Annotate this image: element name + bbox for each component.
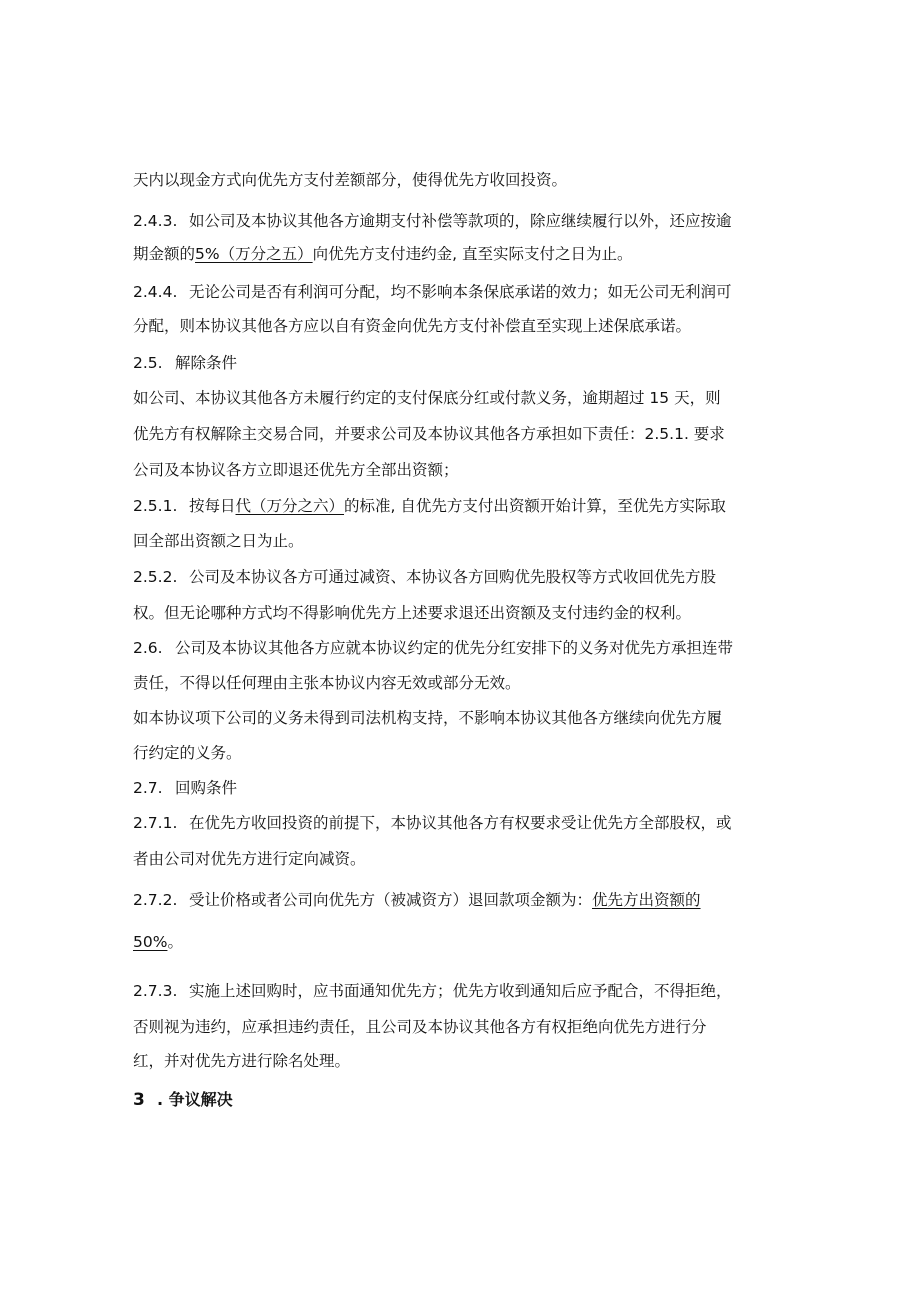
text-line: 优先方有权解除主交易合同，并要求公司及本协议其他各方承担如下责任：2.5.1. 要求	[133, 425, 725, 443]
clause-2-5-1: 2.5.1. 按每日代（万分之六）的标准, 自优先方支付出资额开始计算，至优先方实际取	[133, 497, 726, 515]
text-line: 如本协议项下公司的义务未得到司法机构支持，不影响本协议其他各方继续向优先方履	[133, 709, 723, 727]
clause-number: 2.7.3.	[133, 982, 178, 1000]
text-line: 50%。	[133, 933, 183, 951]
section-heading-3	[133, 1090, 233, 1110]
text-line: 权。但无论哪种方式均不得影响优先方上述要求退还出资额及支付违约金的权利。	[133, 604, 692, 622]
clause-number: 2.5.1.	[133, 497, 178, 515]
section-heading-2-5: 2.5. 解除条件	[133, 354, 238, 372]
section-number: 3	[133, 1090, 145, 1110]
clause-number: 2.7.	[133, 779, 163, 797]
text-line: 回全部出资额之日为止。	[133, 532, 304, 550]
text-line: 期金额的5%（万分之五）向优先方支付违约金, 直至实际支付之日为止。	[133, 245, 633, 263]
clause-2-7-1: 2.7.1. 在优先方收回投资的前提下，本协议其他各方有权要求受让优先方全部股权，或	[133, 814, 732, 832]
clause-number: 2.7.2.	[133, 891, 178, 909]
clause-2-7-2: 2.7.2. 受让价格或者公司向优先方（被减资方）退回款项金额为：优先方出资额的	[133, 891, 701, 909]
clause-number: 2.6.	[133, 639, 163, 657]
text-line: 如公司、本协议其他各方未履行约定的支付保底分红或付款义务，逾期超过 15 天，则	[133, 389, 721, 407]
underlined-amount: 优先方出资额的	[592, 891, 701, 909]
clause-2-6: 2.6. 公司及本协议其他各方应就本协议约定的优先分红安排下的义务对优先方承担连带	[133, 639, 734, 657]
section-title: . 争议解决	[157, 1090, 233, 1109]
underlined-rate: 5%（万分之五）	[195, 245, 313, 263]
text-line: 天内以现金方式向优先方支付差额部分，使得优先方收回投资。	[133, 171, 568, 189]
underlined-percent: 50%	[133, 933, 168, 951]
clause-2-7-3: 2.7.3. 实施上述回购时，应书面通知优先方；优先方收到通知后应予配合，不得拒绝，	[133, 982, 732, 1000]
section-heading-2-7: 2.7. 回购条件	[133, 779, 238, 797]
clause-2-4-3: 2.4.3. 如公司及本协议其他各方逾期支付补偿等款项的，除应继续履行以外，还应按逾	[133, 212, 732, 230]
clause-number: 2.5.2.	[133, 568, 178, 586]
text-line: 红，并对优先方进行除名处理。	[133, 1052, 351, 1070]
clause-2-4-4: 2.4.4. 无论公司是否有利润可分配，均不影响本条保底承诺的效力；如无公司无利润可	[133, 283, 732, 301]
clause-number: 2.4.3.	[133, 212, 178, 230]
text-line: 行约定的义务。	[133, 744, 242, 762]
text-line: 责任，不得以任何理由主张本协议内容无效或部分无效。	[133, 674, 521, 692]
text-line: 否则视为违约，应承担违约责任，且公司及本协议其他各方有权拒绝向优先方进行分	[133, 1018, 707, 1036]
clause-number: 2.4.4.	[133, 283, 178, 301]
text-line: 分配，则本协议其他各方应以自有资金向优先方支付补偿直至实现上述保底承诺。	[133, 317, 692, 335]
text-line: 公司及本协议各方立即退还优先方全部出资额；	[133, 461, 459, 479]
clause-2-5-2: 2.5.2. 公司及本协议各方可通过减资、本协议各方回购优先股权等方式收回优先方股	[133, 568, 717, 586]
underlined-rate: 代（万分之六）	[235, 497, 345, 515]
clause-number: 2.7.1.	[133, 814, 178, 832]
text-line: 者由公司对优先方进行定向减资。	[133, 850, 366, 868]
clause-number: 2.5.	[133, 354, 163, 372]
